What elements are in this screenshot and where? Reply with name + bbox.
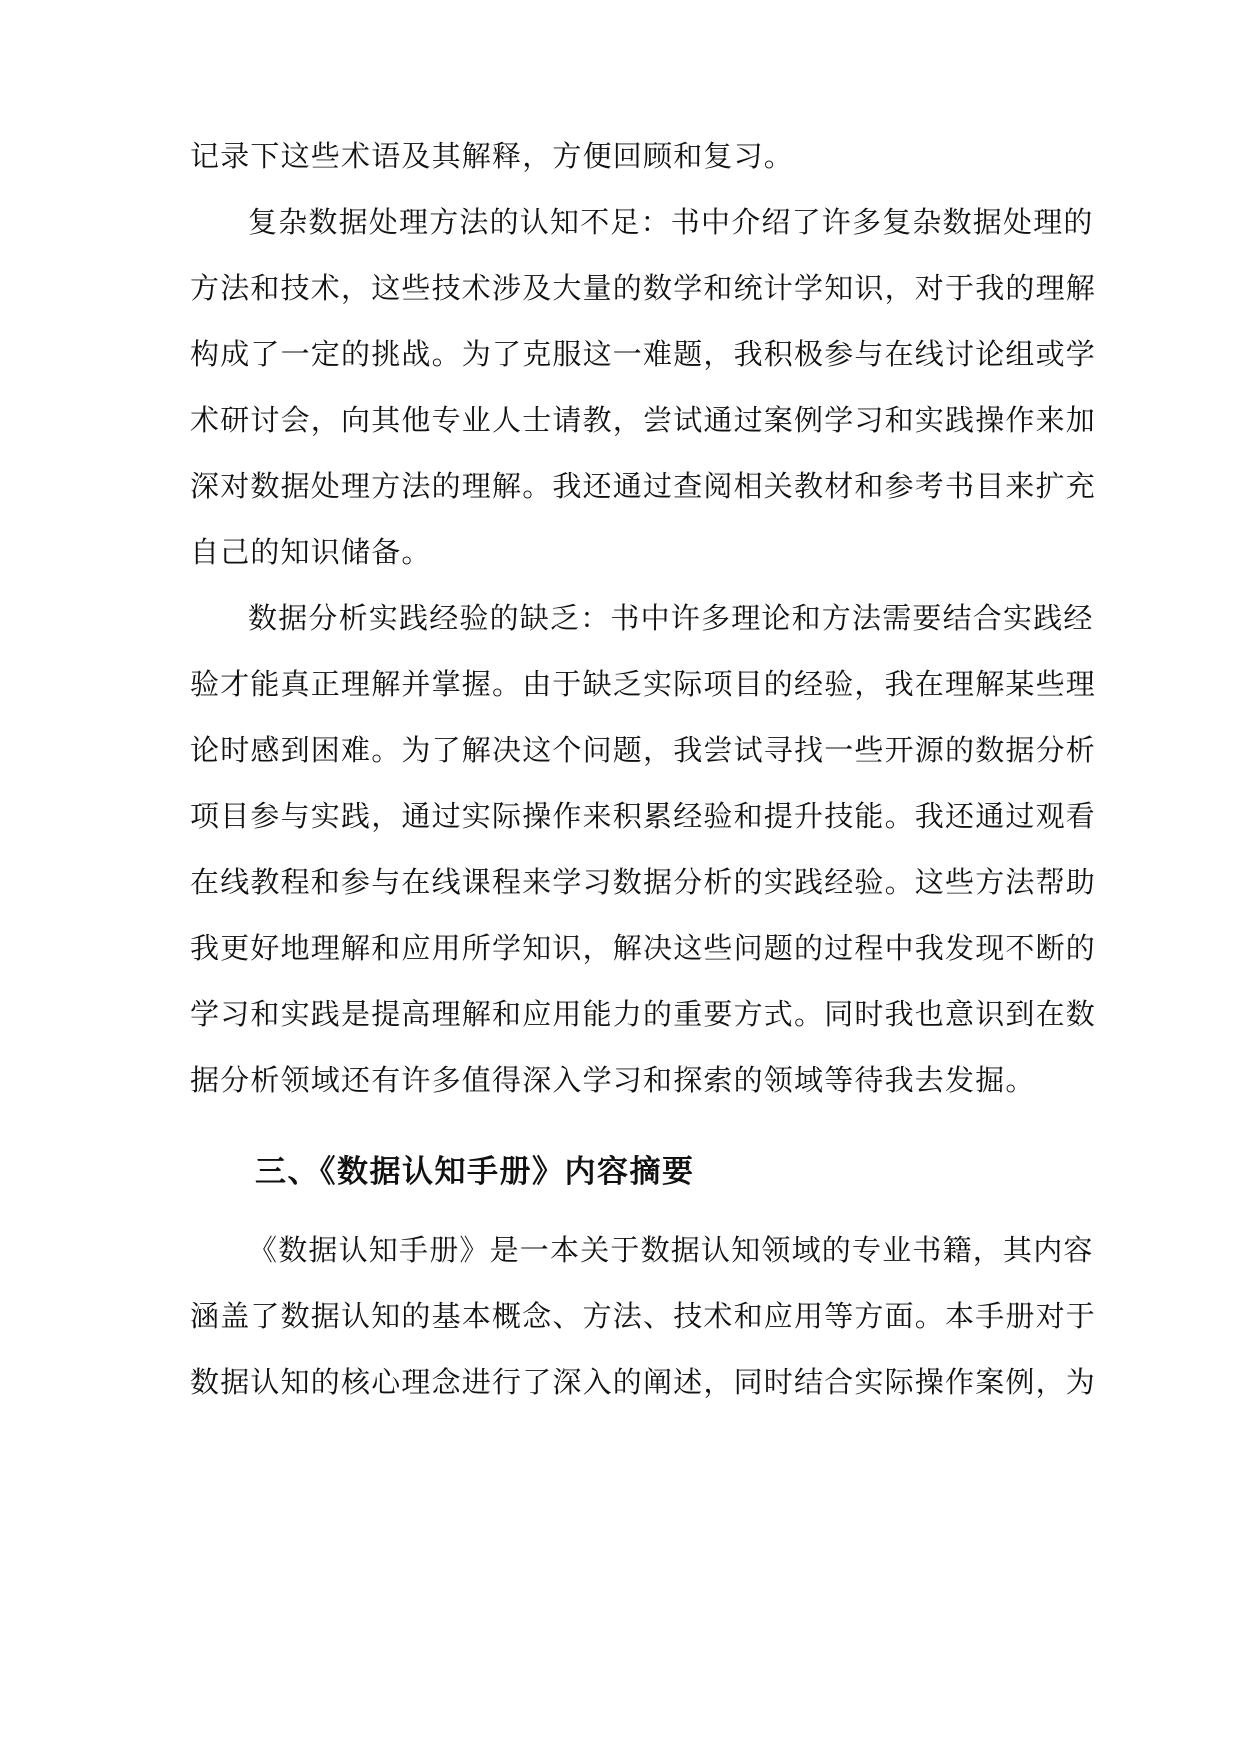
paragraph-line: 术研讨会，向其他专业人士请教，尝试通过案例学习和实践操作来加 xyxy=(190,403,1097,437)
paragraph-line: 构成了一定的挑战。为了克服这一难题，我积极参与在线讨论组或学 xyxy=(190,337,1097,371)
paragraph-line: 方法和技术，这些技术涉及大量的数学和统计学知识，对于我的理解 xyxy=(190,271,1097,305)
paragraph-line: 在线教程和参与在线课程来学习数据分析的实践经验。这些方法帮助 xyxy=(190,865,1097,899)
paragraph-line: 验才能真正理解并掌握。由于缺乏实际项目的经验，我在理解某些理 xyxy=(190,667,1097,701)
section-heading: 三、《数据认知手册》内容摘要 xyxy=(255,1154,695,1190)
paragraph-line: 自己的知识储备。 xyxy=(190,535,432,569)
paragraph-line: 《数据认知手册》是一本关于数据认知领域的专业书籍，其内容 xyxy=(248,1233,1094,1267)
paragraph-line: 论时感到困难。为了解决这个问题，我尝试寻找一些开源的数据分析 xyxy=(190,733,1097,767)
paragraph-line: 记录下这些术语及其解释，方便回顾和复习。 xyxy=(190,139,795,173)
paragraph-line: 我更好地理解和应用所学知识，解决这些问题的过程中我发现不断的 xyxy=(190,931,1097,965)
paragraph-line: 复杂数据处理方法的认知不足：书中介绍了许多复杂数据处理的 xyxy=(248,205,1094,239)
paragraph-line: 项目参与实践，通过实际操作来积累经验和提升技能。我还通过观看 xyxy=(190,799,1097,833)
paragraph-line: 数据认知的核心理念进行了深入的阐述，同时结合实际操作案例，为 xyxy=(190,1365,1097,1399)
paragraph-line: 数据分析实践经验的缺乏：书中许多理论和方法需要结合实践经 xyxy=(248,601,1094,635)
paragraph-line: 深对数据处理方法的理解。我还通过查阅相关教材和参考书目来扩充 xyxy=(190,469,1097,503)
paragraph-line: 涵盖了数据认知的基本概念、方法、技术和应用等方面。本手册对于 xyxy=(190,1299,1097,1333)
paragraph-line: 据分析领域还有许多值得深入学习和探索的领域等待我去发掘。 xyxy=(190,1063,1036,1097)
paragraph-line: 学习和实践是提高理解和应用能力的重要方式。同时我也意识到在数 xyxy=(190,997,1097,1031)
